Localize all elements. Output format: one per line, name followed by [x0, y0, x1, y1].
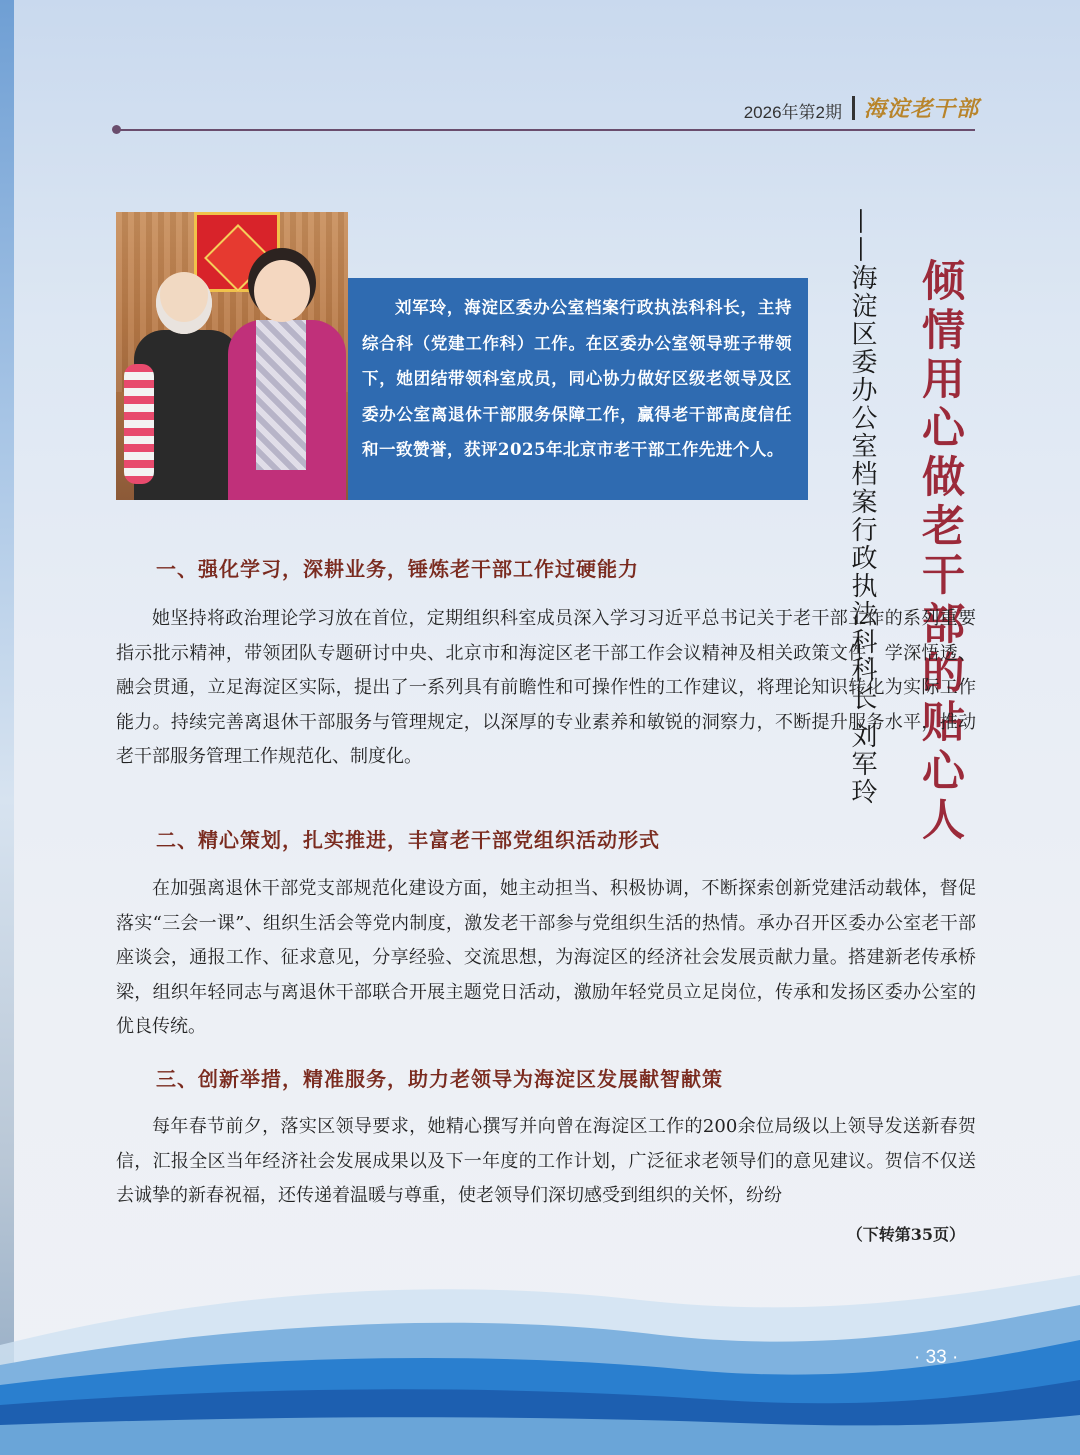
page-number: · 33 · — [914, 1347, 959, 1368]
bio-text: 刘军玲，海淀区委办公室档案行政执法科科长，主持综合科（党建工作科）工作。在区委办公室领导班子带领下，她团结带领科室成员，同心协力做好区级老领导及区委办公室离退休干部服务保障工作，赢得老干部高度信任和一致赞誉，获评2025年北京市老干部工作先进个人。 — [362, 298, 792, 459]
issue-label: 2026年第2期 — [743, 103, 842, 122]
masthead-logo: 海淀老干部 — [864, 96, 980, 122]
header-divider — [852, 96, 855, 120]
section-paragraph: 她坚持将政治理论学习放在首位，定期组织科室成员深入学习习近平总书记关于老干部工作的系列重要指示批示精神，带领团队专题研讨中央、北京市和海淀区老干部工作会议精神及相关政策文件，学深悟透、融会贯通，立足海淀区实际，提出了一系列具有前瞻性和可操作性的工作建议，将理论知识转化为实际工作能力。持续完善离退休干部服务与管理规定，以深厚的专业素养和敏锐的洞察力，不断提升服务水平，推动老干部服务管理工作规范化、制度化。 — [116, 608, 976, 768]
section-heading: 二、精心策划，扎实推进，丰富老干部党组织活动形式 — [156, 828, 660, 852]
section-paragraph: 每年春节前夕，落实区领导要求，她精心撰写并向曾在海淀区工作的200余位局级以上领导发送新春贺信，汇报全区当年经济社会发展成果以及下一年度的工作计划，广泛征求老领导们的意见建议。贺信不仅送去诚挚的新春祝福，还传递着温暖与尊重，使老领导们深切感受到组织的关怀，纷纷 — [116, 1116, 976, 1207]
left-edge-strip — [0, 0, 14, 1455]
bio-box — [348, 278, 808, 500]
continued-note: （下转第35页） — [846, 1225, 965, 1244]
section-heading: 三、创新举措，精准服务，助力老领导为海淀区发展献智献策 — [156, 1067, 723, 1091]
person-right — [220, 248, 348, 500]
section-heading: 一、强化学习，深耕业务，锤炼老干部工作过硬能力 — [156, 557, 639, 581]
article-subtitle: ——海淀区委办公室档案行政执法科科长 刘军玲 — [847, 208, 877, 807]
section-paragraph: 在加强离退休干部党支部规范化建设方面，她主动担当、积极协调，不断探索创新党建活动载体，督促落实“三会一课”、组织生活会等党内制度，激发老干部参与党组织生活的热情。承办召开区委办公室老干部座谈会，通报工作、征求意见，分享经验、交流思想，为海淀区的经济社会发展贡献力量。搭建新老传承桥梁，组织年轻同志与离退休干部联合开展主题党日活动，激励年轻党员立足岗位，传承和发扬区委办公室的优良传统。 — [116, 878, 976, 1038]
header-rule — [117, 129, 975, 131]
portrait-photo — [116, 212, 348, 500]
page-header — [0, 92, 1080, 132]
article-title: 倾情用心做老干部的贴心人 — [915, 258, 965, 846]
